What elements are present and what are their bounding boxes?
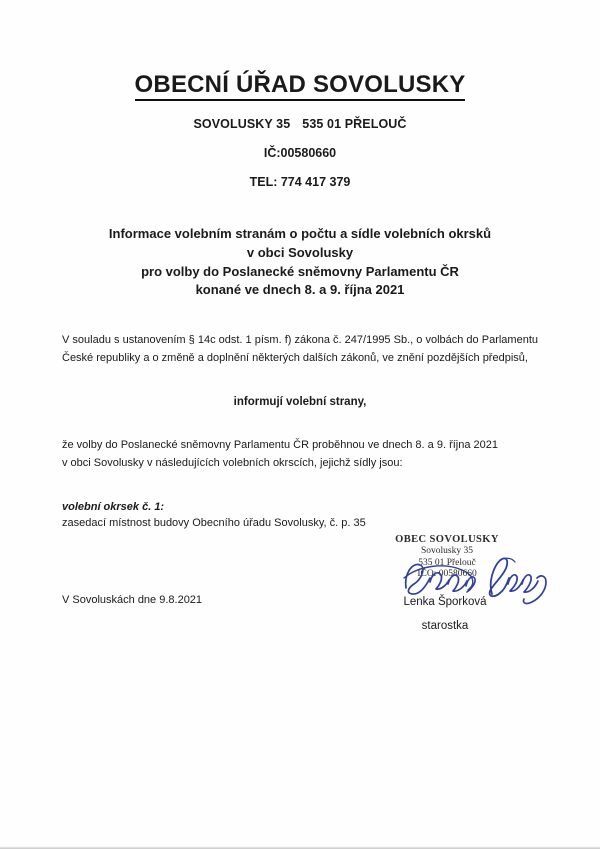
- document-content: [62, 0, 538, 606]
- announcement-line-1: že volby do Poslanecké sněmovny Parlamentu ČR proběhnou ve dnech 8. a 9. října 2021: [62, 438, 498, 451]
- place-and-date: V Sovoluskách dne 9.8.2021: [62, 593, 203, 606]
- stamp-ico: IČO: 00580660: [417, 568, 477, 579]
- subject-line-1: Informace volebním stranám o počtu a sídle volebních okrsků: [108, 225, 492, 241]
- precinct-address: zasedací místnost budovy Obecního úřadu Sovolusky, č. p. 35: [62, 517, 366, 529]
- letterhead: [62, 0, 538, 189]
- declaration-line: informují volební strany,: [233, 395, 367, 408]
- signature-block: [330, 528, 560, 648]
- subject-line-3: pro volby do Poslanecké sněmovny Parlamentu ČR: [141, 263, 459, 279]
- address-street: SOVOLUSKY 35: [193, 116, 291, 131]
- announcement-paragraph: [62, 408, 538, 473]
- letterhead-address: [62, 99, 538, 131]
- legal-basis-paragraph: V souladu s ustanovením § 14c odst. 1 písm. f) zákona č. 247/1995 Sb., o volbách do Parlamentu České republiky a o změně a doplnění některých dalších zákonů, ve znění pozdějších předpisů,: [62, 334, 538, 365]
- precinct-heading: volební okrsek č. 1:: [62, 500, 165, 513]
- letterhead-ico: IČ:00580660: [263, 145, 337, 160]
- letterhead-telephone: TEL: 774 417 379: [249, 174, 351, 189]
- subject-line-2: v obci Sovolusky: [246, 244, 354, 260]
- organization-title: [62, 0, 538, 99]
- signer-role: starostka: [421, 620, 469, 632]
- precinct-list: [62, 473, 538, 532]
- stamp-city: 535 01 Přelouč: [418, 557, 476, 568]
- address-city: 535 01 PŘELOUČ: [302, 116, 407, 131]
- signer-name: Lenka Šporková: [403, 596, 487, 608]
- stamp-organization: OBEC SOVOLUSKY: [395, 534, 499, 545]
- official-stamp: [382, 534, 512, 580]
- organization-title-text: OBECNÍ ÚŘAD SOVOLUSKY: [135, 71, 466, 101]
- subject-heading: [62, 189, 538, 300]
- stamp-street: Sovolusky 35: [421, 546, 473, 557]
- announcement-line-2: v obci Sovolusky v následujících volebních okrscích, jejichž sídly jsou:: [62, 456, 403, 469]
- subject-line-4: konané ve dnech 8. a 9. října 2021: [195, 282, 405, 298]
